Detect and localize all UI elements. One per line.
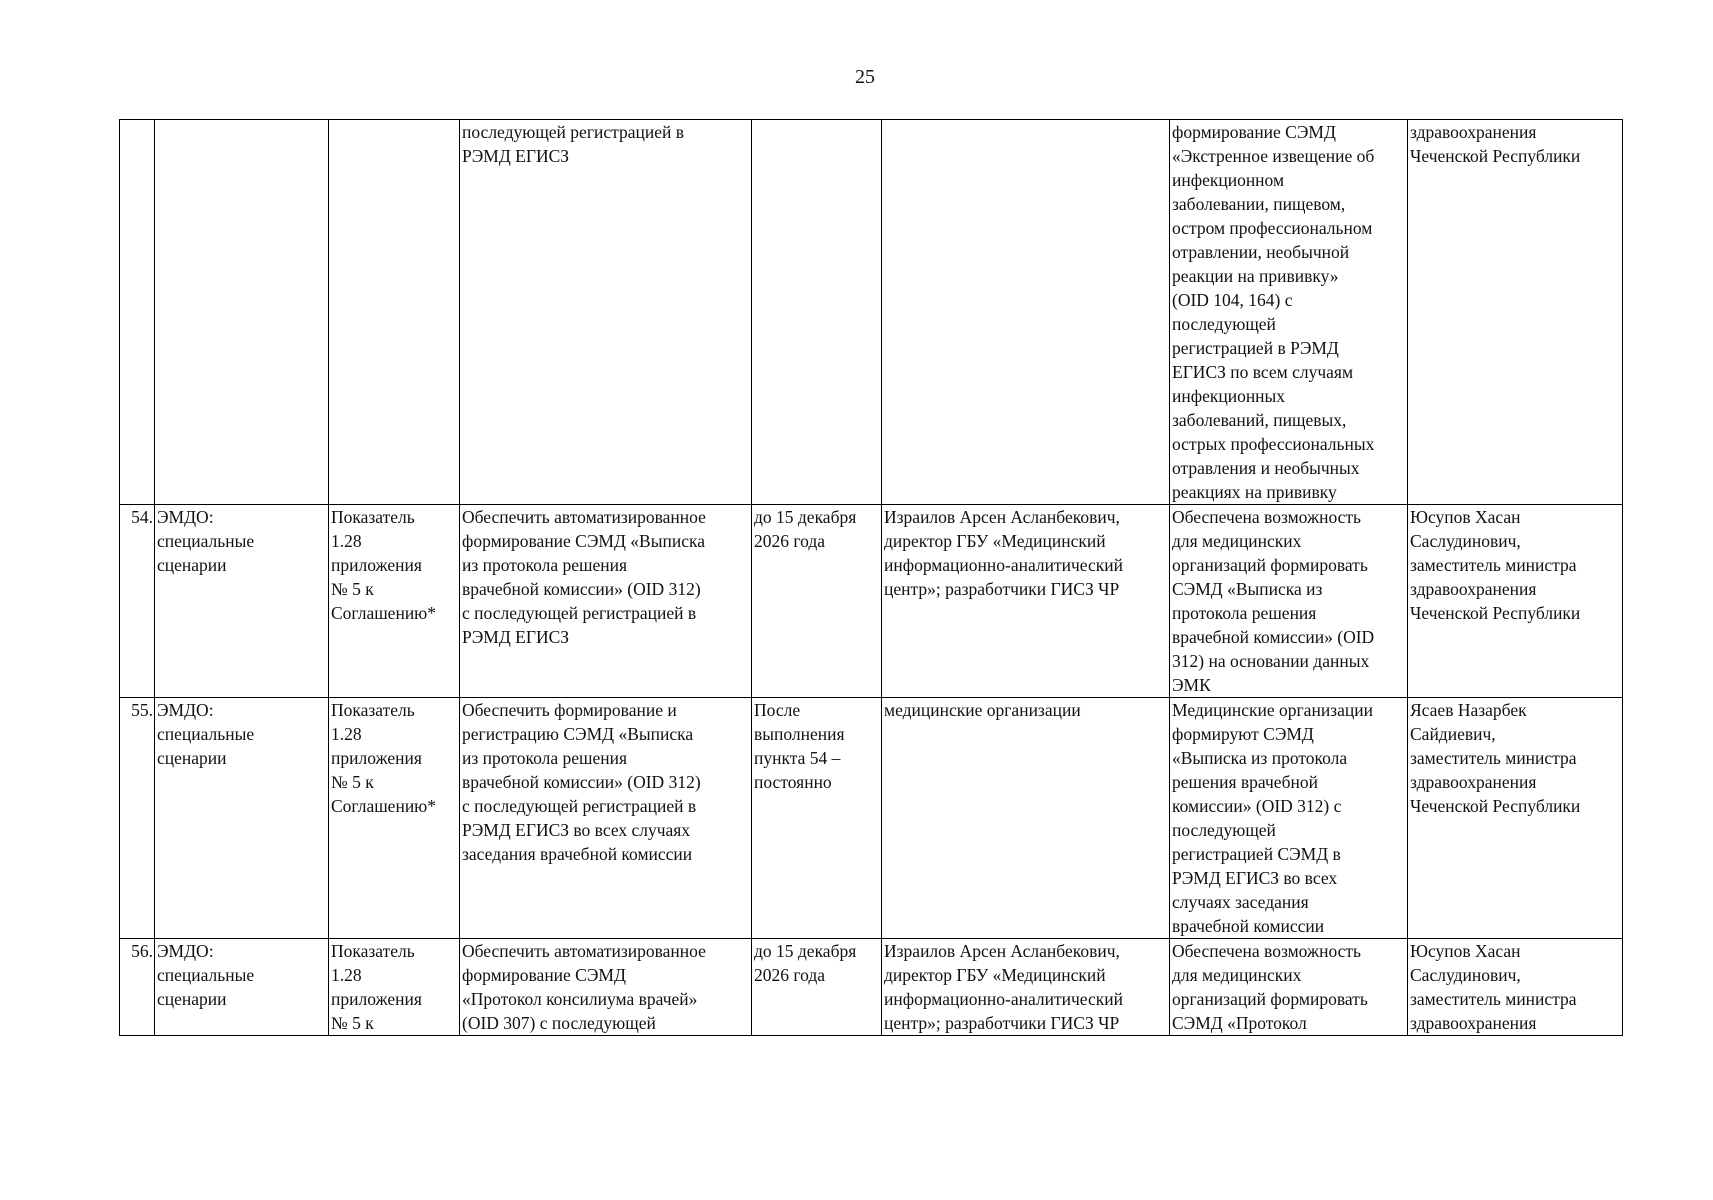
cell-result: Медицинские организации формируют СЭМД «Выписка из протокола решения врачебной комиссии» (OID 312) с последующей регистрацией СЭМД в РЭМД ЕГИСЗ во всех случаях заседания врачебной комиссии — [1170, 698, 1408, 939]
cell-measure: последующей регистрацией в РЭМД ЕГИСЗ — [460, 120, 752, 505]
cell-deadline — [752, 120, 882, 505]
cell-number: 54. — [120, 505, 155, 698]
table-row — [120, 939, 1623, 1036]
cell-direction — [155, 120, 329, 505]
cell-number — [120, 120, 155, 505]
cell-number: 56. — [120, 939, 155, 1036]
cell-responsible: Юсупов Хасан Саслудинович, заместитель министра здравоохранения Чеченской Республики — [1408, 505, 1623, 698]
cell-direction: ЭМДО: специальные сценарии — [155, 939, 329, 1036]
cell-direction: ЭМДО: специальные сценарии — [155, 698, 329, 939]
cell-measure: Обеспечить формирование и регистрацию СЭМД «Выписка из протокола решения врачебной комиссии» (OID 312) с последующей регистрацией в РЭМД ЕГИСЗ во всех случаях заседания врачебной комиссии — [460, 698, 752, 939]
cell-deadline: до 15 декабря 2026 года — [752, 939, 882, 1036]
table-row — [120, 505, 1623, 698]
page-number: 25 — [855, 66, 875, 88]
cell-result: Обеспечена возможность для медицинских организаций формировать СЭМД «Протокол — [1170, 939, 1408, 1036]
cell-responsible: здравоохранения Чеченской Республики — [1408, 120, 1623, 505]
cell-direction: ЭМДО: специальные сценарии — [155, 505, 329, 698]
activities-table — [119, 119, 1623, 1036]
cell-indicator — [329, 120, 460, 505]
cell-measure: Обеспечить автоматизированное формирование СЭМД «Выписка из протокола решения врачебной комиссии» (OID 312) с последующей регистрацией в РЭМД ЕГИСЗ — [460, 505, 752, 698]
cell-deadline: После выполнения пункта 54 – постоянно — [752, 698, 882, 939]
cell-number: 55. — [120, 698, 155, 939]
cell-responsible: Юсупов Хасан Саслудинович, заместитель министра здравоохранения — [1408, 939, 1623, 1036]
cell-responsible: Ясаев Назарбек Сайдиевич, заместитель министра здравоохранения Чеченской Республики — [1408, 698, 1623, 939]
cell-result: формирование СЭМД «Экстренное извещение об инфекционном заболевании, пищевом, остром профессиональном отравлении, необычной реакции на прививку» (OID 104, 164) с последующей регистрацией в РЭМД ЕГИСЗ по всем случаям инфекционных заболеваний, пищевых, острых профессиональных отравления и необычных реакциях на прививку — [1170, 120, 1408, 505]
cell-executor: медицинские организации — [882, 698, 1170, 939]
cell-deadline: до 15 декабря 2026 года — [752, 505, 882, 698]
cell-indicator: Показатель 1.28 приложения № 5 к — [329, 939, 460, 1036]
table-row — [120, 120, 1623, 505]
cell-executor: Израилов Арсен Асланбекович, директор ГБУ «Медицинский информационно-аналитический центр»; разработчики ГИСЗ ЧР — [882, 505, 1170, 698]
cell-measure: Обеспечить автоматизированное формирование СЭМД «Протокол консилиума врачей» (OID 307) с последующей — [460, 939, 752, 1036]
cell-executor: Израилов Арсен Асланбекович, директор ГБУ «Медицинский информационно-аналитический центр»; разработчики ГИСЗ ЧР — [882, 939, 1170, 1036]
table-row — [120, 698, 1623, 939]
cell-indicator: Показатель 1.28 приложения № 5 к Соглашению* — [329, 505, 460, 698]
cell-executor — [882, 120, 1170, 505]
cell-indicator: Показатель 1.28 приложения № 5 к Соглашению* — [329, 698, 460, 939]
cell-result: Обеспечена возможность для медицинских организаций формировать СЭМД «Выписка из протокола решения врачебной комиссии» (OID 312) на основании данных ЭМК — [1170, 505, 1408, 698]
